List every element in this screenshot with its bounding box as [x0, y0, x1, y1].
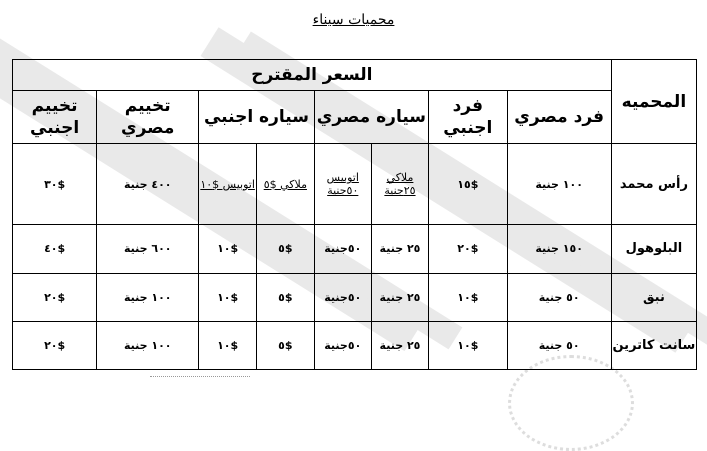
car-foreign-fee [199, 144, 314, 225]
col-header-camping-egyptian: تخييم مصري [97, 91, 199, 144]
individual-egyptian-fee: ٥٠ جنية [507, 321, 611, 369]
col-header-individual-foreign: فرد اجنبي [429, 91, 507, 144]
col-header-car-foreign: سياره اجنبي [199, 91, 314, 144]
camping-foreign-fee: $٢٠ [13, 321, 97, 369]
reserve-name: البلوهول [611, 225, 696, 273]
individual-foreign-fee: $١٠ [429, 321, 507, 369]
car-foreign-fee [199, 321, 314, 369]
car-foreign-bus-fee: $١٠ [199, 225, 257, 272]
car-egyptian-bus-fee: ٥٠جنية [315, 322, 372, 369]
car-foreign-bus-fee: $١٠ [199, 322, 257, 369]
individual-foreign-fee: $١٥ [429, 144, 507, 225]
car-egyptian-fee [314, 321, 428, 369]
individual-egyptian-fee: ١٠٠ جنية [507, 144, 611, 225]
car-egyptian-private-label: ملاكي ٢٥جنية [384, 171, 416, 198]
car-egyptian-bus-label: اتوبيس ٥٠جنية [326, 171, 359, 198]
camping-egyptian-fee: ١٠٠ جنية [97, 321, 199, 369]
camping-foreign-fee: $٤٠ [13, 225, 97, 273]
col-header-camping-foreign: تخييم اجنبي [13, 91, 97, 144]
car-foreign-private-fee: $٥ [278, 242, 293, 256]
individual-foreign-fee: $١٠ [429, 273, 507, 321]
reserve-name: سانت كاترين [611, 321, 696, 369]
car-egyptian-bus-fee: ٥٠جنية [315, 225, 372, 272]
col-header-car-egyptian: سياره مصري [314, 91, 428, 144]
individual-egyptian-fee: ١٥٠ جنية [507, 225, 611, 273]
camping-foreign-fee: $٣٠ [13, 144, 97, 225]
car-foreign-fee [199, 225, 314, 273]
car-egyptian-fee [314, 225, 428, 273]
document-title: محميات سيناء [312, 12, 395, 28]
car-egyptian-fee [314, 144, 428, 225]
col-header-individual-egyptian: فرد مصري [507, 91, 611, 144]
reserve-header: المحميه [611, 60, 696, 144]
individual-foreign-fee: $٢٠ [429, 225, 507, 273]
individual-egyptian-fee: ٥٠ جنية [507, 273, 611, 321]
camping-egyptian-fee: ٦٠٠ جنية [97, 225, 199, 273]
table-row [13, 321, 697, 369]
reserve-name: رأس محمد [611, 144, 696, 225]
table-row [13, 225, 697, 273]
camping-egyptian-fee: ٤٠٠ جنية [97, 144, 199, 225]
price-group-header: السعر المقترح [13, 60, 612, 91]
camping-foreign-fee: $٢٠ [13, 273, 97, 321]
car-foreign-fee [199, 273, 314, 321]
car-foreign-bus-fee: $١٠ [199, 274, 257, 321]
car-foreign-bus-label: اتوبيس $١٠ [200, 177, 255, 191]
reserve-name: نبق [611, 273, 696, 321]
car-egyptian-bus-fee: ٥٠جنية [315, 274, 372, 321]
car-foreign-private-fee: $٥ [278, 338, 293, 352]
car-egyptian-private-fee: ٢٥ جنية [379, 290, 421, 304]
car-egyptian-private-fee: ٢٥ جنية [379, 242, 421, 256]
fees-table [12, 59, 697, 370]
table-row [13, 144, 697, 225]
car-foreign-private-label: ملاكي $٥ [263, 177, 307, 191]
car-egyptian-fee [314, 273, 428, 321]
car-egyptian-private-fee: ٢٥ جنية [379, 338, 421, 352]
table-row [13, 273, 697, 321]
car-foreign-private-fee: $٥ [278, 290, 293, 304]
camping-egyptian-fee: ١٠٠ جنية [97, 273, 199, 321]
